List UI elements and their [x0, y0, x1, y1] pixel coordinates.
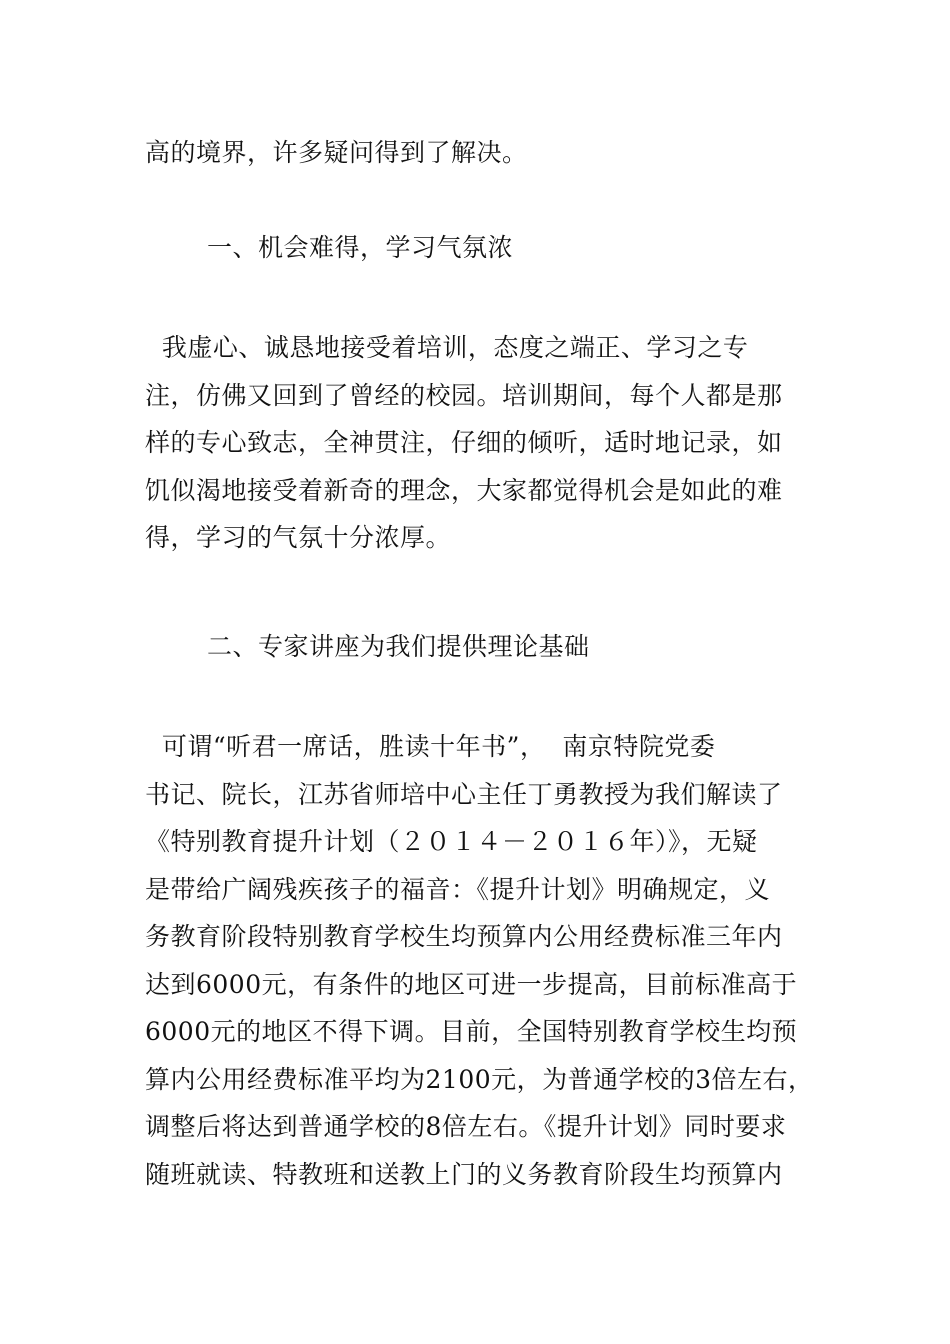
continuation-line: 高的境界，许多疑问得到了解决。 [145, 138, 528, 167]
paragraph-line: 样的专心致志，全神贯注，仔细的倾听，适时地记录，如 [145, 428, 783, 457]
paragraph-2 [145, 723, 814, 1198]
paragraph-line: 得，学习的气氛十分浓厚。 [145, 523, 452, 552]
paragraph-line: 调整后将达到普通学校的8倍左右。《提升计划》同时要求 [145, 1112, 787, 1141]
paragraph-line: 我虚心、诚恳地接受着培训，态度之端正、学习之专 [145, 333, 749, 362]
paragraph-line: 注，仿佛又回到了曾经的校园。培训期间，每个人都是那 [145, 380, 783, 410]
paragraph-1 [145, 324, 810, 562]
paragraph-line: 《特别教育提升计划（２０１４－２０１６年）》，无疑 [145, 827, 758, 856]
paragraph-line: 是带给广阔残疾孩子的福音：《提升计划》明确规定，义 [145, 874, 771, 904]
paragraph-line: 饥似渴地接受着新奇的理念，大家都觉得机会是如此的难 [145, 475, 783, 505]
section-heading-2: 二、专家讲座为我们提供理论基础 [207, 632, 590, 661]
paragraph-line: 随班就读、特教班和送教上门的义务教育阶段生均预算内 [145, 1159, 783, 1189]
paragraph-line: 务教育阶段特别教育学校生均预算内公用经费标准三年内 [145, 922, 783, 951]
paragraph-line: 达到6000元，有条件的地区可进一步提高，目前标准高于 [145, 969, 798, 999]
paragraph-line: 书记、院长，江苏省师培中心主任丁勇教授为我们解读了 [145, 779, 783, 809]
paragraph-line: 算内公用经费标准平均为2100元，为普通学校的3倍左右， [145, 1064, 814, 1094]
paragraph-line: 6000元的地区不得下调。目前，全国特别教育学校生均预 [145, 1017, 798, 1046]
paragraph-line: 可谓“听君一席话，胜读十年书”， 南京特院党委 [145, 732, 716, 761]
section-heading-1: 一、机会难得，学习气氛浓 [207, 233, 514, 262]
